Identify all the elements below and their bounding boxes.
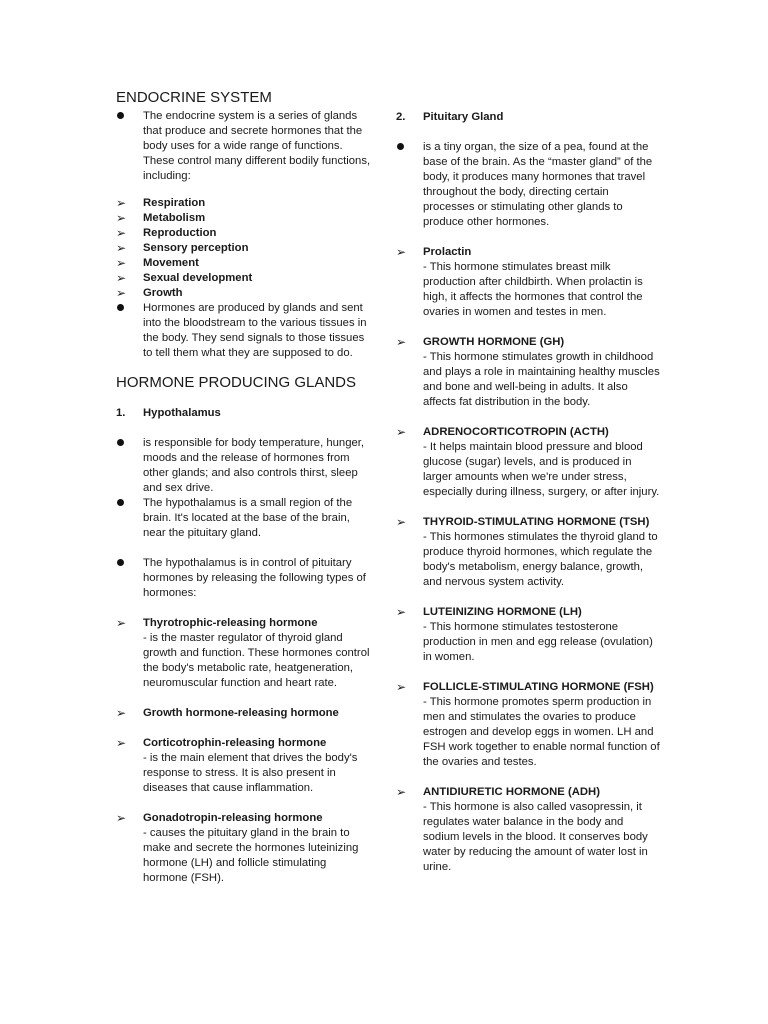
- function-item: ➢ Growth: [116, 286, 183, 300]
- hormone-name: GROWTH HORMONE (GH): [423, 336, 565, 348]
- hormone-item: [116, 616, 374, 691]
- function-item: ➢ Metabolism: [116, 211, 206, 225]
- hormone-name: Gonadotropin-releasing hormone: [143, 812, 323, 824]
- hormone-item: [396, 515, 660, 590]
- gland-bullet: is a tiny organ, the size of a pea, found at the base of the brain. As the “master gland” of the body, it produces many hormones that travel throughout the body, directing certain processes or stimulating other glands to produce other hormones.: [396, 140, 660, 230]
- bullet-dot-icon: [117, 499, 124, 506]
- arrow-bullet-icon: ➢: [396, 515, 407, 529]
- hormone-name: LUTEINIZING HORMONE (LH): [423, 606, 582, 618]
- hormone-description: - This hormones stimulates the thyroid gland to produce thyroid hormones, which regulate the body's metabolism, energy balance, growth, and nervous system activity.: [423, 531, 658, 588]
- hormone-description: - causes the pituitary gland in the brain to make and secrete the hormones luteinizing hormone (LH) and follicle stimulating hormone (FSH).: [143, 827, 359, 884]
- function-item: ➢ Sexual development: [116, 271, 253, 285]
- hormone-description: - It helps maintain blood pressure and blood glucose (sugar) levels, and is produced in larger amounts when we're under stress, especially during illness, surgery, or after injury.: [423, 441, 660, 498]
- function-item: ➢ Sensory perception: [116, 241, 249, 255]
- gland-heading: [116, 406, 374, 421]
- arrow-bullet-icon: ➢: [116, 706, 127, 720]
- hormone-item: [116, 706, 374, 721]
- hormone-name: THYROID-STIMULATING HORMONE (TSH): [423, 516, 650, 528]
- hormone-item: [396, 605, 660, 665]
- bullet-dot-icon: [397, 143, 404, 150]
- arrow-bullet-icon: ➢: [116, 286, 127, 300]
- gland-bullet: The hypothalamus is in control of pituitary hormones by releasing the following types of hormones:: [116, 556, 374, 601]
- hormone-name: Corticotrophin-releasing hormone: [143, 737, 327, 749]
- document-title: ENDOCRINE SYSTEM: [116, 89, 272, 106]
- function-item: ➢ Reproduction: [116, 226, 217, 240]
- gland-number: 1.: [116, 407, 126, 419]
- gland-bullet: is responsible for body temperature, hunger, moods and the release of hormones from other glands; and also controls thirst, sleep and sex drive.: [116, 436, 374, 496]
- section-title: HORMONE PRODUCING GLANDS: [116, 374, 357, 391]
- hormone-description: - This hormone stimulates breast milk production after childbirth. When prolactin is high, it affects the hormones that control the ovaries in women and testes in men.: [423, 261, 643, 318]
- hormone-name: ANTIDIURETIC HORMONE (ADH): [423, 786, 600, 798]
- bullet-dot-icon: [117, 559, 124, 566]
- function-item: ➢ Respiration: [116, 196, 206, 210]
- hormone-description: - This hormone stimulates growth in childhood and plays a role in maintaining healthy muscles and bone and well-being in adults. It also affects fat distribution in the body.: [423, 351, 660, 408]
- arrow-bullet-icon: ➢: [396, 425, 407, 439]
- left-column: [116, 88, 374, 886]
- hormone-item: [396, 245, 660, 320]
- hormone-description: - is the master regulator of thyroid gland growth and function. These hormones control the body's metabolic rate, heatgeneration, neuromuscular function and heart rate.: [143, 632, 370, 689]
- arrow-bullet-icon: ➢: [396, 785, 407, 799]
- hormone-name: Thyrotrophic-releasing hormone: [143, 617, 318, 629]
- gland-bullet: The hypothalamus is a small region of the brain. It's located at the base of the brain, near the pituitary gland.: [116, 496, 374, 541]
- hormone-name: Growth hormone-releasing hormone: [143, 707, 339, 719]
- arrow-bullet-icon: ➢: [396, 680, 407, 694]
- intro-bullet: [116, 109, 374, 184]
- hormone-description: - This hormone stimulates testosterone production in men and egg release (ovulation) in women.: [423, 621, 653, 663]
- arrow-bullet-icon: ➢: [396, 245, 407, 259]
- arrow-bullet-icon: ➢: [396, 605, 407, 619]
- arrow-bullet-icon: ➢: [116, 226, 127, 240]
- arrow-bullet-icon: ➢: [116, 736, 127, 750]
- hormone-name: ADRENOCORTICOTROPIN (ACTH): [423, 426, 609, 438]
- intro-text: The endocrine system is a series of glands that produce and secrete hormones that the body uses for a wide range of functions. These control many different bodily functions, including:: [143, 110, 371, 182]
- arrow-bullet-icon: ➢: [116, 616, 127, 630]
- function-list: [116, 196, 374, 301]
- hormone-description: - This hormone promotes sperm production in men and stimulates the ovaries to produce estrogen and develop eggs in women. LH and FSH work together to enable normal function of the ovaries and testes.: [423, 696, 660, 768]
- arrow-bullet-icon: ➢: [116, 196, 127, 210]
- hormone-name: Prolactin: [423, 246, 472, 258]
- hormone-item: [396, 335, 660, 410]
- hormone-description: - is the main element that drives the body's response to stress. It is also present in diseases that cause inflammation.: [143, 752, 358, 794]
- gland-name: Pituitary Gland: [423, 111, 504, 123]
- hormone-item: [116, 811, 374, 886]
- gland-number: 2.: [396, 111, 406, 123]
- hormone-name: FOLLICLE-STIMULATING HORMONE (FSH): [423, 681, 654, 693]
- arrow-bullet-icon: ➢: [116, 241, 127, 255]
- hormone-item: [396, 425, 660, 500]
- arrow-bullet-icon: ➢: [396, 335, 407, 349]
- function-item: ➢ Movement: [116, 256, 199, 270]
- bullet-dot-icon: [117, 112, 124, 119]
- bullet-dot-icon: [117, 304, 124, 311]
- hormone-item: [396, 785, 660, 875]
- arrow-bullet-icon: ➢: [116, 811, 127, 825]
- hormones-intro-bullet: [116, 301, 374, 361]
- bullet-dot-icon: [117, 439, 124, 446]
- hormone-item: [116, 736, 374, 796]
- gland-name: Hypothalamus: [143, 407, 221, 419]
- gland-heading: [396, 110, 660, 125]
- hormones-intro-text: Hormones are produced by glands and sent into the bloodstream to the various tissues in the body. They send signals to those tissues to tell them what they are supposed to do.: [143, 302, 367, 359]
- hormone-item: [396, 680, 660, 770]
- arrow-bullet-icon: ➢: [116, 256, 127, 270]
- arrow-bullet-icon: ➢: [116, 271, 127, 285]
- right-column: [396, 88, 660, 875]
- hormone-description: - This hormone is also called vasopressin, it regulates water balance in the body and sodium levels in the blood. It conserves body water by reducing the amount of water lost in urine.: [423, 801, 648, 873]
- arrow-bullet-icon: ➢: [116, 211, 127, 225]
